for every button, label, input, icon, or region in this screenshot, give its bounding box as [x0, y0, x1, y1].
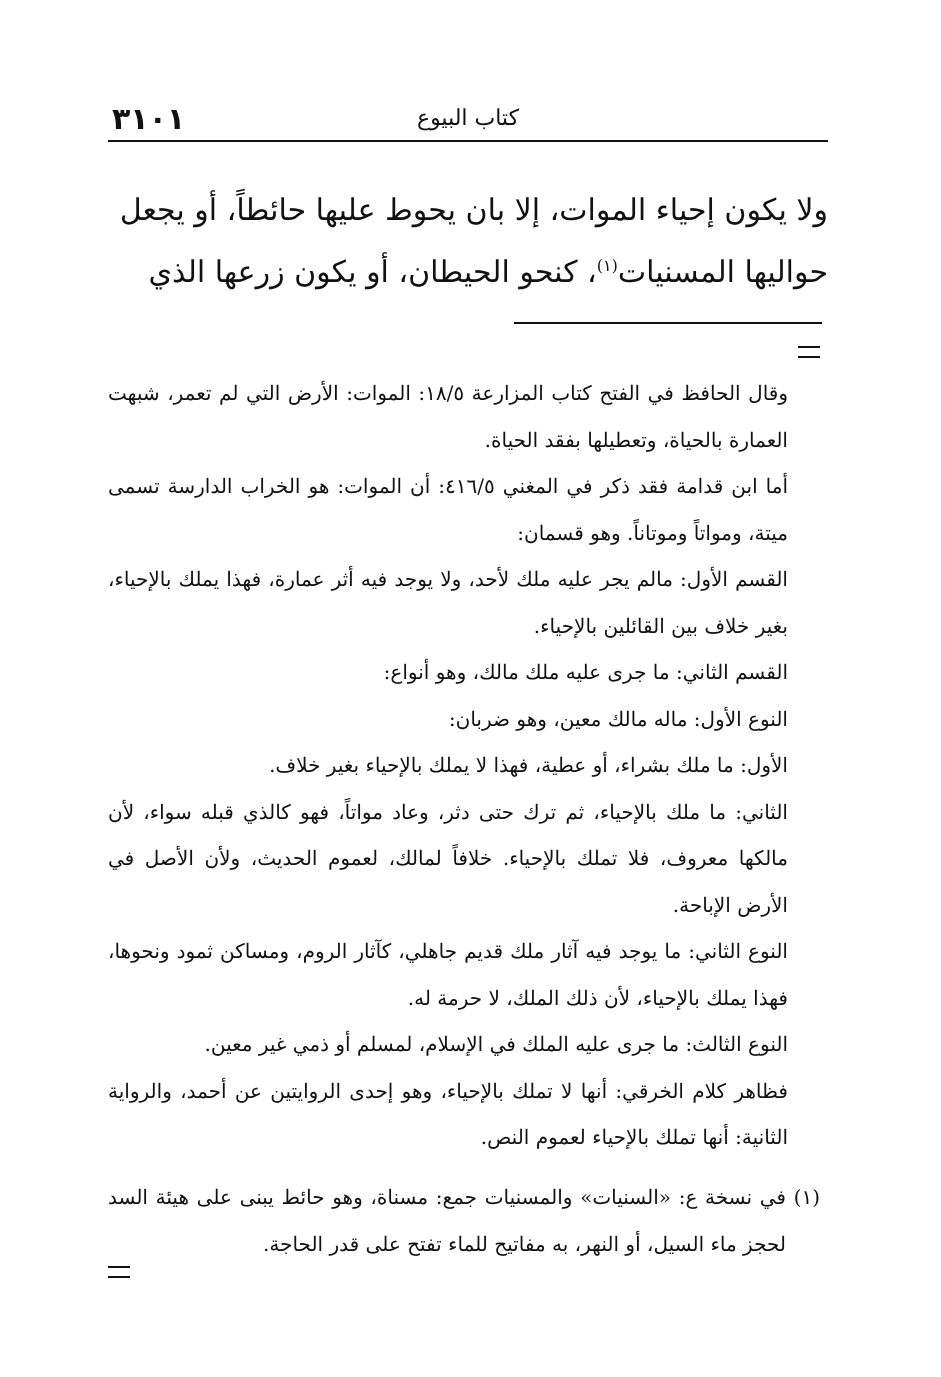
footnote-number: (١) [793, 1185, 820, 1209]
main-text-line-2-end: ، كنحو الحيطان، أو يكون زرعها الذي [148, 255, 597, 290]
footnote-marker: (١) [596, 256, 618, 275]
page-number: ٣١٠١ [112, 102, 186, 137]
note-paragraph: النوع الثالث: ما جرى عليه الملك في الإسلام، لمسلم أو ذمي غير معين. [204, 1032, 788, 1056]
main-text-line-1: ولا يكون إحياء الموات، إلا بان يحوط عليها حائطاً، أو يجعل [119, 193, 828, 228]
footnote-separator [514, 322, 822, 324]
note-paragraph: فظاهر كلام الخرقي: أنها لا تملك بالإحياء، وهو إحدى الروايتين عن أحمد، والرواية الثانية: أنها تملك بالإحياء لعموم النص. [108, 1078, 788, 1149]
note-paragraph: النوع الأول: ماله مالك معين، وهو ضربان: [448, 706, 788, 731]
note-paragraph: القسم الأول: مالم يجر عليه ملك لأحد، ولا يوجد فيه أثر عمارة، فهذا يملك بالإحياء، بغير خلاف بين القائلين بالإحياء. [108, 567, 788, 638]
main-text-line [108, 242, 828, 304]
continued-notes [108, 370, 788, 1161]
main-text-line-2-start: حواليها المسنيات [617, 255, 828, 290]
note-paragraph: النوع الثاني: ما يوجد فيه آثار ملك قديم جاهلي، كآثار الروم، ومساكن ثمود ونحوها، فهذا يملك بالإحياء، لأن ذلك الملك، لا حرمة له. [108, 939, 788, 1010]
note-paragraph: الأول: ما ملك بشراء، أو عطية، فهذا لا يملك بالإحياء بغير خلاف. [269, 753, 788, 777]
note-paragraph: الثاني: ما ملك بالإحياء، ثم ترك حتى دثر، وعاد مواتاً، فهو كالذي قبله سواء، لأن مالكها معروف، فلا تملك بالإحياء. خلافاً لمالك، لعموم الحديث، ولأن الأصل في الأرض الإباحة. [108, 799, 788, 917]
footnote-text: في نسخة ع: «السنيات» والمسنيات جمع: مسناة، وهو حائط يبنى على هيئة السد لحجز ماء السيل، أو النهر، به مفاتيح للماء تفتح على قدر الحاجة. [108, 1185, 786, 1256]
continuation-mark-top [798, 346, 820, 358]
continuation-mark-bottom [108, 1266, 130, 1278]
main-text-line [108, 180, 828, 242]
page-header [108, 92, 828, 142]
footnote [108, 1174, 820, 1267]
main-text [108, 180, 828, 304]
note-paragraph: وقال الحافظ في الفتح كتاب المزارعة ١٨/٥: الموات: الأرض التي لم تعمر، شبهت العمارة بالحياة، وتعطيلها بفقد الحياة. [108, 381, 789, 452]
note-paragraph: القسم الثاني: ما جرى عليه ملك مالك، وهو أنواع: [383, 660, 788, 684]
note-paragraph: أما ابن قدامة فقد ذكر في المغني ٤١٦/٥: أن الموات: هو الخراب الدارسة تسمى ميتة، ومواتاً وموتاناً. وهو قسمان: [108, 474, 789, 545]
running-title: كتاب البيوع [416, 106, 520, 131]
